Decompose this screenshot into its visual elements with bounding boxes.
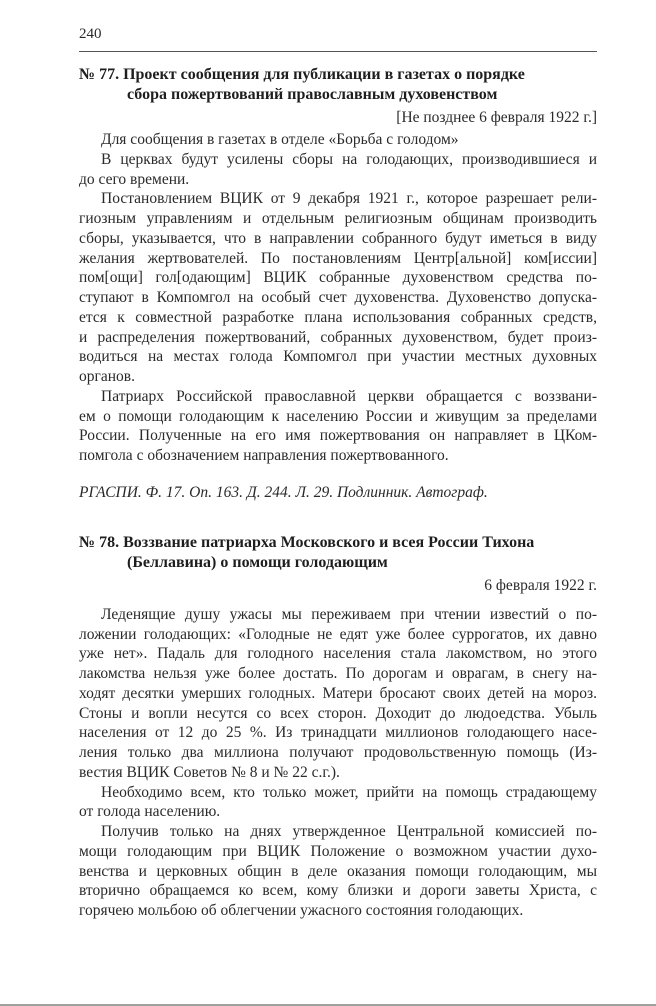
text-line: Леденящие душу ужасы мы переживаем при чтении известий о по- [101,605,597,623]
title-line: № 77. Проект сообщения для публикации в газетах о порядке [79,66,525,83]
text-line: Патриарх Российской православной церкви обращается с воззвани- [101,387,597,405]
text-line: Необходимо всем, кто только может, прийти на помощь страдающему [101,783,597,801]
text-line: желания жертвователей. По постановлениям Центр[альной] ком[иссии] [79,249,597,267]
text-line: Стоны и вопли несутся со всех сторон. Доходит до людоедства. Убыль [79,704,597,722]
text-line: Получив только на днях утвержденное Центральной комиссией по- [101,823,597,840]
page-number: 240 [79,26,102,42]
title-line: сбора пожертвований православным духовенством [127,86,498,103]
text-line: России. Полученные на его имя пожертвования он направляет в ЦКом- [79,427,597,445]
paragraph [79,189,597,387]
document-78-body [79,605,597,921]
text-line: и распределения пожертвований, собранных духовенством, будет произ- [79,328,597,346]
text-line: Для сообщения в газетах в отделе «Борьба с голодом» [101,131,459,148]
paragraph [79,130,597,150]
text-line: вестия ВЦИК Советов № 8 и № 22 с.г.). [79,763,340,781]
text-line: горячею мольбою об облегчении ужасного состояния голодающих. [79,902,524,919]
paragraph [79,150,597,190]
document-77-body [79,130,597,466]
text-line: лакомства нельзя уже более достать. По дорогам и оврагам, в снегу на- [79,665,597,682]
text-line: ступают в Компомгол на особый счет духовенства. Духовенство допуска- [79,289,597,306]
text-line: мощи голодающим при ВЦИК Положение о возможном участии духо- [79,842,597,860]
text-line: гиозным управлениям и отдельным религиозным общинам производить [79,210,597,227]
paragraph [79,605,597,783]
text-line: сборы, указывается, что в направлении собранного будут иметься в виду [79,229,597,247]
paragraph [79,387,597,466]
archive-source: РГАСПИ. Ф. 17. Оп. 163. Д. 244. Л. 29. Подлинник. Автограф. [79,483,488,501]
document-78-title [79,533,597,573]
document-78-date: 6 февраля 1922 г. [484,576,597,594]
text-line: до сего времени. [79,170,190,188]
text-line: ется к совместной разработке плана использования собранных средств, [79,308,597,326]
text-line: водиться на местах голода Компомгол при участии местных духовных [79,348,597,366]
title-line: № 78. Воззвание патриарха Московского и всея России Тихона [79,533,535,551]
text-line: вторично обращаемся ко всем, кому близки и дороги заветы Христа, с [79,882,597,900]
paragraph [79,822,597,921]
text-line: уже нет». Падаль для голодного населения стала лакомством, но этого [79,645,597,663]
header-rule [79,51,597,52]
text-line: ходят десятки умерших голодных. Матери бросают своих детей на мороз. [79,684,597,702]
text-line: ложении голодающих: «Голодные не едят уже более суррогатов, их давно [79,625,597,643]
document-page [79,24,597,921]
title-line: (Беллавина) о помощи голодающим [127,553,388,571]
document-78 [79,533,597,921]
paragraph [79,783,597,823]
document-77-title [79,65,597,105]
text-line: ления только два миллиона получают продовольственную помощь (Из- [79,744,597,761]
document-77-date: [Не позднее 6 февраля 1922 г.] [396,109,597,126]
text-line: от голода населению. [79,803,221,821]
document-77 [79,65,597,503]
text-line: помгола с обозначением направления пожертвованного. [79,447,449,464]
text-line: органов. [79,368,135,385]
text-line: пом[ощи] гол[одающим] ВЦИК собранные духовенством средства по- [79,269,597,287]
text-line: В церквах будут усилены сборы на голодающих, производившиеся и [101,150,597,168]
text-line: венства и церковных общин в деле оказания помощи голодающим, мы [79,862,597,880]
text-line: Постановлением ВЦИК от 9 декабря 1921 г., которое разрешает рели- [101,190,597,208]
text-line: ем о помощи голодающим к населению России и живущим за пределами [79,407,597,425]
text-line: населения от 12 до 25 %. Из тринадцати миллионов голодающего насе- [79,724,597,742]
